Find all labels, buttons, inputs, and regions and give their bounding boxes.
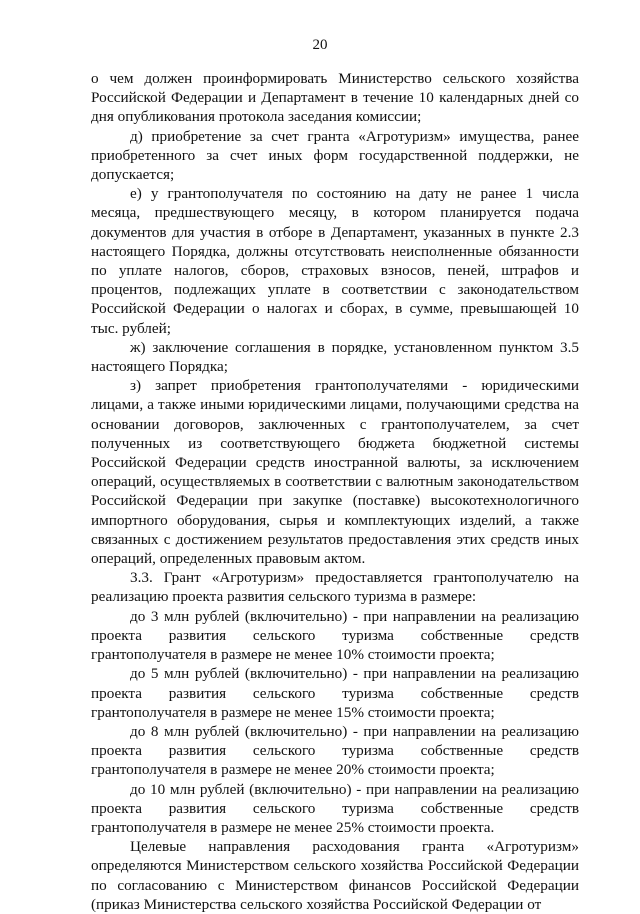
paragraph-grant-3mln: до 3 млн рублей (включительно) - при направлении на реализацию проекта развития сельского туризма собственные средств грантополучателя в размере не менее 10% стоимости проекта; [91,607,579,664]
paragraph-grant-5mln: до 5 млн рублей (включительно) - при направлении на реализацию проекта развития сельского туризма собственные средств грантополучателя в размере не менее 15% стоимости проекта; [91,665,579,721]
paragraph-item-z: з) запрет приобретения грантополучателями - юридическими лицами, а также иными юридическими лицами, получающими средства на основании договоров, заключенных с грантополучателем, за счет полученных из соответствующего бюджета бюджетной системы Российской Федерации средств иностранной валюты, за исключением операций, осуществляемых в соответствии с валютным законодательством Российской Федерации при закупке (поставке) высокотехнологичного импортного оборудования, сырья и комплектующих изделий, а также связанных с достижением результатов предоставления этих средств иных операций, определенных правовым актом. [91,377,579,568]
paragraph-item-e: е) у грантополучателя по состоянию на дату не ранее 1 числа месяца, предшествующего месяцу, в котором планируется подача документов для участия в отборе в Департамент, указанных в пункте 2.3 настоящего Порядка, должны отсутствовать неисполненные обязанности по уплате налогов, сборов, страховых взносов, пеней, штрафов и процентов, подлежащих уплате в соответствии с законодательством Российской Федерации о налогах и сборах, в сумме, превышающей 10 тыс. рублей; [91,185,579,337]
paragraph-section-3-3: 3.3. Грант «Агротуризм» предоставляется грантополучателю на реализацию проекта развития сельского туризма в размере: [91,569,579,606]
paragraph-grant-8mln: до 8 млн рублей (включительно) - при направлении на реализацию проекта развития сельского туризма собственные средств грантополучателя в размере не менее 20% стоимости проекта; [91,722,579,779]
paragraph-grant-10mln: до 10 млн рублей (включительно) - при направлении на реализацию проекта развития сельского туризма собственные средств грантополучателя в размере не менее 25% стоимости проекта. [91,780,579,836]
paragraph-target-directions: Целевые направления расходования гранта «Агротуризм» определяются Министерством сельского хозяйства Российской Федерации по согласованию с Министерством финансов Российской Федерации (приказ Министерства сельского хозяйства Российской Федерации от [91,838,579,913]
paragraph-item-zh: ж) заключение соглашения в порядке, установленном пунктом 3.5 настоящего Порядка; [91,338,579,376]
page-number: 20 [312,37,328,53]
paragraph-item-d: д) приобретение за счет гранта «Агротуризм» имущества, ранее приобретенного за счет иных форм государственной поддержки, не допускается; [91,127,579,184]
paragraph-continuation: о чем должен проинформировать Министерство сельского хозяйства Российской Федерации и Департамент в течение 10 календарных дней со дня опубликования протокола заседания комиссии; [91,70,579,126]
document-body [91,69,579,914]
